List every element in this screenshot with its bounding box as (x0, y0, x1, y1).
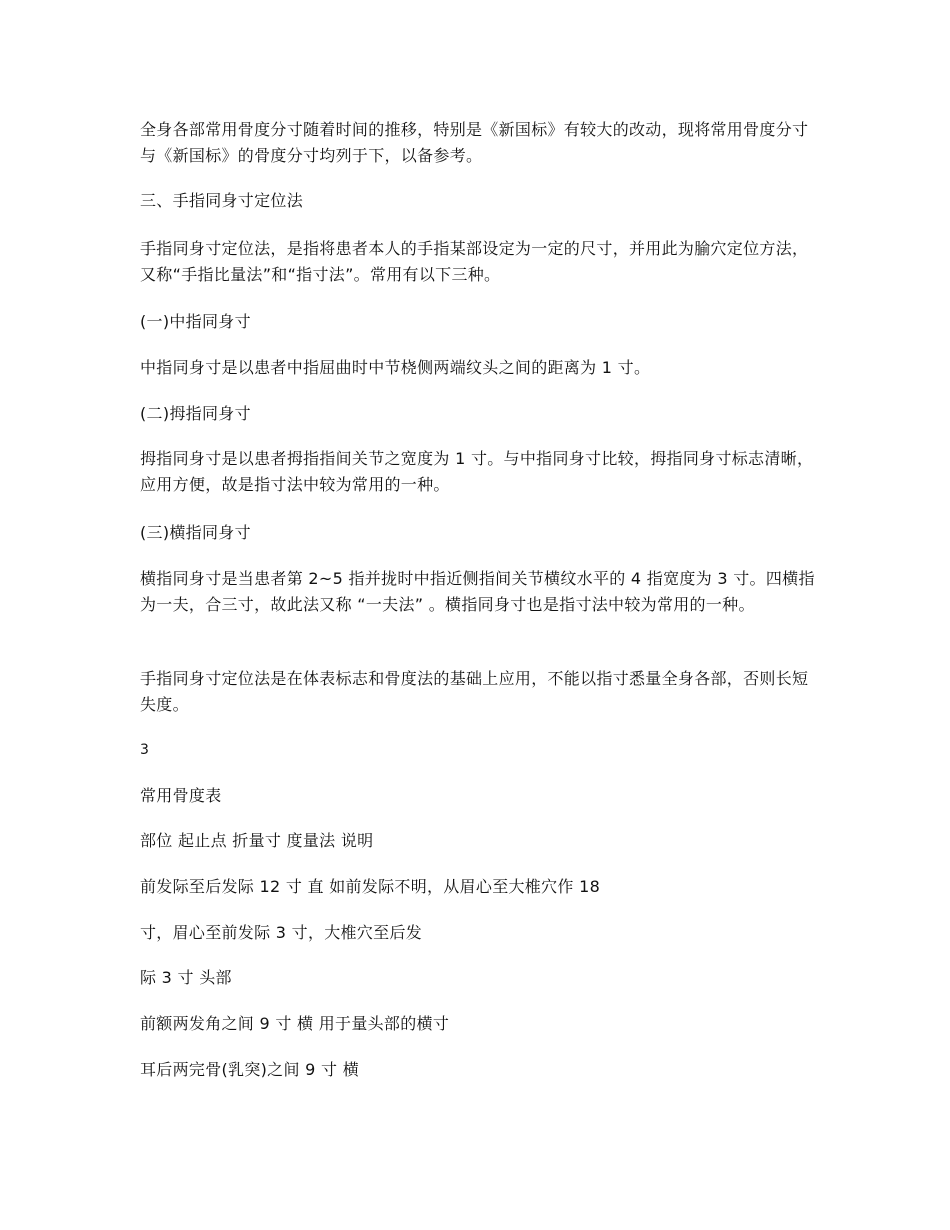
section-heading-finger-cun: 三、手指同身寸定位法 (140, 191, 304, 210)
subheading-transverse-finger: (三)横指同身寸 (140, 523, 251, 542)
paragraph-middle-finger: 中指同身寸是以患者中指屈曲时中节桡侧两端纹头之间的距离为 1 寸。 (140, 358, 651, 377)
paragraph-finger-cun-definition: 手指同身寸定位法，是指将患者本人的手指某部设定为一定的尺寸，并用此为腧穴定位方法，又称“手指比量法”和“指寸法”。常用有以下三种。 (140, 239, 809, 284)
table-row: 前额两发角之间 9 寸 横 用于量头部的横寸 (140, 1014, 450, 1033)
page-number: 3 (140, 742, 150, 758)
subheading-middle-finger: (一)中指同身寸 (140, 312, 251, 331)
paragraph-transverse-finger: 横指同身寸是当患者第 2~5 指并拢时中指近侧指间关节横纹水平的 4 指宽度为 3 寸。四横指为一夫，合三寸，故此法又称 “一夫法” 。横指同身寸也是指寸法中较为常用的一种。 (140, 569, 815, 614)
table-row: 前发际至后发际 12 寸 直 如前发际不明，从眉心至大椎穴作 18 (140, 877, 601, 896)
table-row: 际 3 寸 头部 (140, 968, 232, 987)
table-title: 常用骨度表 (140, 786, 222, 805)
paragraph-intro: 全身各部常用骨度分寸随着时间的推移，特别是《新国标》有较大的改动，现将常用骨度分寸与《新国标》的骨度分寸均列于下，以备参考。 (140, 120, 809, 165)
paragraph-thumb: 拇指同身寸是以患者拇指指间关节之宽度为 1 寸。与中指同身寸比较，拇指同身寸标志清晰，应用方便，故是指寸法中较为常用的一种。 (140, 449, 814, 494)
table-header-row: 部位 起止点 折量寸 度量法 说明 (140, 831, 374, 850)
table-row: 寸，眉心至前发际 3 寸，大椎穴至后发 (140, 923, 423, 942)
subheading-thumb: (二)拇指同身寸 (140, 404, 251, 423)
paragraph-finger-cun-note: 手指同身寸定位法是在体表标志和骨度法的基础上应用，不能以指寸悉量全身各部，否则长短失度。 (140, 669, 809, 714)
table-row: 耳后两完骨(乳突)之间 9 寸 横 (140, 1060, 360, 1079)
